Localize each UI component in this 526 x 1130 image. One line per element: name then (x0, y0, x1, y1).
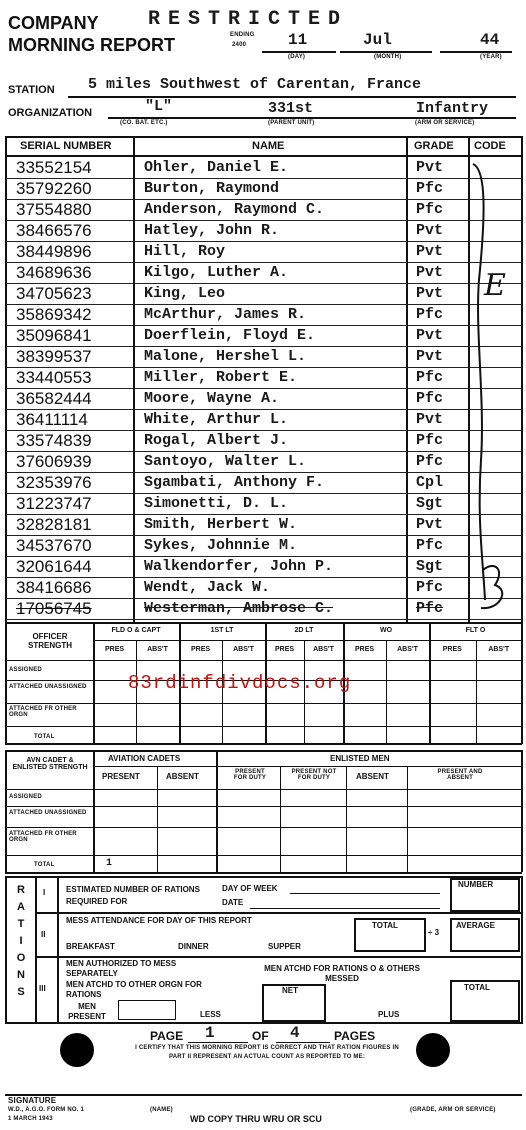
enlisted-men-header: ENLISTED MEN (330, 754, 390, 763)
name-cell: Westerman, Ambrose C. (144, 600, 334, 617)
grade-cell: Pfc (416, 600, 444, 617)
grade-cell: Pvt (416, 264, 444, 281)
table-row (6, 199, 522, 221)
serial-number-cell: 38416686 (16, 578, 92, 597)
officer-row-assigned: ASSIGNED (9, 667, 42, 673)
serial-number-cell: 35792260 (16, 179, 92, 198)
mess-attendance-label: MESS ATTENDANCE FOR DAY OF THIS REPORT (66, 916, 252, 925)
serial-number-cell: 33574839 (16, 431, 92, 450)
enl-col-present-not-for-duty: PRESENT NOT FOR DUTY (291, 769, 337, 781)
grade-cell: Pvt (416, 243, 444, 260)
enlisted-strength-label: AVN CADET & ENLISTED STRENGTH (12, 757, 88, 771)
name-cell: McArthur, James R. (144, 306, 307, 323)
enl-row-attached-unassigned: ATTACHED UNASSIGNED (9, 810, 87, 816)
page-label: PAGE (150, 1029, 184, 1043)
table-row (6, 346, 522, 368)
serial-number-cell: 34537670 (16, 536, 92, 555)
parent-caption: (PARENT UNIT) (268, 120, 315, 126)
officer-sub-header: PRES (354, 646, 375, 653)
ending-label: ENDING (230, 32, 255, 38)
organization-company: "L" (145, 98, 173, 115)
ration-section-3: III (39, 984, 46, 993)
name-cell: Sgambati, Anthony F. (144, 474, 325, 491)
grade-cell: Cpl (416, 474, 444, 491)
serial-number-cell: 34689636 (16, 263, 92, 282)
certification-text: I CERTIFY THAT THIS MORNING REPORT IS CORRECT AND THAT RATION FIGURES IN PART II REPRESENT AN ACTUAL COUNT AS REPORTED TO ME: (135, 1045, 399, 1060)
atchd-for-rations-label: MEN ATCHD FOR RATIONS O & OTHERS MESSED (264, 964, 420, 983)
table-row (6, 598, 522, 620)
authorized-label: MEN AUTHORIZED TO MESS SEPARATELY (66, 959, 177, 978)
organization-parent-unit: 331st (268, 100, 314, 117)
table-row (6, 577, 522, 599)
rations-letter: A (17, 901, 25, 913)
enl-row-assigned: ASSIGNED (9, 794, 42, 800)
officer-group-header: FLT O (465, 627, 486, 634)
name-cell: Kilgo, Luther A. (144, 264, 289, 281)
grade-cell: Pvt (416, 327, 444, 344)
grade-cell: Pvt (416, 516, 444, 533)
rations-letter: T (17, 918, 25, 930)
grade-cell: Pvt (416, 285, 444, 302)
grade-cell: Pfc (416, 180, 444, 197)
grade-cell: Pvt (416, 348, 444, 365)
rations-letter: I (19, 935, 23, 947)
station-value: 5 miles Southwest of Carentan, France (88, 76, 422, 93)
table-row (6, 556, 522, 578)
serial-number-cell: 36582444 (16, 389, 92, 408)
grade-cell: Sgt (416, 558, 444, 575)
report-month: Jul (363, 31, 392, 49)
name-cell: Moore, Wayne A. (144, 390, 280, 407)
serial-number-cell: 37606939 (16, 452, 92, 471)
less-label: LESS (200, 1010, 221, 1019)
aviation-cadets-header: AVIATION CADETS (108, 754, 181, 763)
table-row (6, 304, 522, 326)
name-cell: Walkendorfer, John P. (144, 558, 334, 575)
men-present-label: MEN PRESENT (68, 1002, 106, 1021)
ration-section-2: II (41, 930, 46, 939)
officer-sub-header: ABS'T (233, 646, 254, 653)
enl-col-absent-em: ABSENT (356, 772, 389, 781)
grade-cell: Pvt (416, 411, 444, 428)
table-row (6, 409, 522, 431)
serial-number-cell: 32353976 (16, 473, 92, 492)
serial-number-cell: 34705623 (16, 284, 92, 303)
punch-hole-right (416, 1033, 450, 1067)
form-number: W.D., A.G.O. FORM NO. 1 (8, 1107, 85, 1113)
enl-total-mark: 1 (106, 858, 113, 869)
officer-group-header: WO (379, 627, 393, 634)
officer-sub-header: PRES (274, 646, 295, 653)
serial-number-cell: 35869342 (16, 305, 92, 324)
officer-group-header: 1ST LT (210, 627, 234, 634)
plus-label: PLUS (378, 1010, 400, 1019)
company-caption: (CO. BAT. ETC.) (120, 120, 168, 126)
number-label: NUMBER (458, 880, 494, 889)
enl-row-attached-other: ATTACHED FR OTHER ORGN (9, 831, 77, 843)
dinner-label: DINNER (178, 942, 209, 951)
table-row (6, 220, 522, 242)
pages-label: PAGES (334, 1029, 376, 1043)
serial-number-cell: 35096841 (16, 326, 92, 345)
col-grade: GRADE (414, 140, 454, 152)
officer-group-header: FLD O & CAPT (111, 627, 161, 634)
average-label: AVERAGE (456, 921, 495, 930)
form-date: 1 MARCH 1943 (8, 1116, 53, 1122)
organization-arm: Infantry (416, 100, 489, 117)
of-label: OF (252, 1029, 269, 1043)
enl-row-total: TOTAL (34, 862, 55, 868)
breakfast-label: BREAKFAST (66, 942, 115, 951)
officer-sub-header: PRES (190, 646, 211, 653)
month-caption: (MONTH) (374, 54, 402, 60)
grade-caption: (GRADE, ARM OR SERVICE) (410, 1107, 496, 1113)
men-present-box[interactable] (118, 1000, 176, 1020)
estimated-rations-label: ESTIMATED NUMBER OF RATIONS REQUIRED FOR (66, 885, 200, 906)
name-caption: (NAME) (150, 1107, 173, 1113)
name-cell: Wendt, Jack W. (144, 579, 271, 596)
grade-cell: Pvt (416, 222, 444, 239)
grade-cell: Pfc (416, 537, 444, 554)
code-mark: E (484, 268, 506, 303)
name-cell: Hill, Roy (144, 243, 226, 260)
report-year: 44 (480, 31, 500, 49)
table-row (6, 430, 522, 452)
serial-number-cell: 31223747 (16, 494, 92, 513)
enl-col-present: PRESENT (102, 772, 140, 781)
officer-sub-header: PRES (442, 646, 462, 653)
table-row (6, 325, 522, 347)
officer-sub-header: ABS'T (397, 646, 418, 653)
officer-strength-label: OFFICER STRENGTH (28, 632, 72, 650)
name-cell: Doerflein, Floyd E. (144, 327, 316, 344)
rations-side-label (14, 882, 28, 1001)
year-caption: (YEAR) (480, 54, 502, 60)
station-label: STATION (8, 84, 55, 96)
serial-number-cell: 36411114 (16, 410, 88, 429)
table-row (6, 241, 522, 263)
name-cell: Miller, Robert E. (144, 369, 298, 386)
serial-number-cell: 37554880 (16, 200, 92, 219)
officer-sub-header: ABS'T (488, 646, 510, 653)
name-cell: Ohler, Daniel E. (144, 159, 289, 176)
grade-cell: Pfc (416, 453, 444, 470)
name-cell: Sykes, Johnnie M. (144, 537, 298, 554)
name-cell: Santoyo, Walter L. (144, 453, 307, 470)
serial-number-cell: 17056745 (16, 599, 92, 618)
ending-time: 2400 (232, 42, 247, 48)
col-serial-number: SERIAL NUMBER (20, 140, 112, 152)
atchd-other-label: MEN ATCHD TO OTHER ORGN FOR RATIONS (66, 980, 202, 999)
grade-cell: Sgt (416, 495, 444, 512)
watermark-text: 83rdinfdivdocs.org (128, 672, 352, 694)
enl-col-absent: ABSENT (166, 772, 199, 781)
officer-sub-header: ABS'T (147, 646, 168, 653)
name-cell: King, Leo (144, 285, 226, 302)
organization-label: ORGANIZATION (8, 107, 93, 119)
punch-hole-left (60, 1033, 94, 1067)
grade-cell: Pfc (416, 306, 444, 323)
table-row (6, 367, 522, 389)
code-bracket-mark (465, 160, 523, 620)
name-cell: Anderson, Raymond C. (144, 201, 325, 218)
enl-col-present-for-duty: PRESENT FOR DUTY (233, 769, 267, 781)
classification-stamp: RESTRICTED (148, 8, 349, 31)
officer-row-attached-unassigned: ATTACHED UNASSIGNED (9, 684, 87, 690)
officer-sub-header: PRES (104, 646, 125, 653)
net-label: NET (282, 986, 298, 995)
name-cell: White, Arthur L. (144, 411, 289, 428)
col-code: CODE (474, 140, 506, 152)
pages-total: 4 (290, 1024, 300, 1042)
arm-caption: (ARM OR SERVICE) (415, 120, 475, 126)
table-row (6, 283, 522, 305)
name-cell: Rogal, Albert J. (144, 432, 289, 449)
serial-number-cell: 33552154 (16, 158, 92, 177)
table-row (6, 493, 522, 515)
date-label: DATE (222, 898, 244, 907)
total-label: TOTAL (372, 921, 398, 930)
report-day: 11 (288, 31, 308, 49)
table-row (6, 262, 522, 284)
grade-cell: Pfc (416, 201, 444, 218)
enl-col-present-and-absent: PRESENT AND ABSENT (437, 769, 483, 781)
serial-number-cell: 38449896 (16, 242, 92, 261)
officer-sub-header: ABS'T (313, 646, 334, 653)
report-title-line2: MORNING REPORT (8, 35, 176, 55)
grade-cell: Pfc (416, 390, 444, 407)
supper-label: SUPPER (268, 942, 301, 951)
table-row (6, 388, 522, 410)
grade-cell: Pfc (416, 369, 444, 386)
rations-letter: O (16, 952, 26, 964)
rations-letter: R (17, 884, 25, 896)
divide-by-three: ÷ 3 (428, 928, 440, 937)
serial-number-cell: 38466576 (16, 221, 92, 240)
table-row (6, 178, 522, 200)
officer-row-total: TOTAL (34, 734, 55, 740)
grade-cell: Pvt (416, 159, 444, 176)
serial-number-cell: 38399537 (16, 347, 92, 366)
officer-group-header: 2D LT (294, 627, 314, 634)
officer-row-attached-other: ATTACHED FR OTHER ORGN (9, 706, 77, 718)
day-of-week-label: DAY OF WEEK (222, 884, 278, 893)
table-row (6, 451, 522, 473)
name-cell: Simonetti, D. L. (144, 495, 289, 512)
name-cell: Smith, Herbert W. (144, 516, 298, 533)
total2-label: TOTAL (464, 983, 490, 992)
page-number: 1 (205, 1024, 215, 1042)
name-cell: Hatley, John R. (144, 222, 280, 239)
report-title-line1: COMPANY (8, 13, 99, 33)
rations-letter: S (17, 986, 25, 998)
ration-section-1: I (43, 888, 46, 897)
serial-number-cell: 32828181 (16, 515, 92, 534)
table-row (6, 472, 522, 494)
col-name: NAME (252, 140, 285, 152)
day-caption: (DAY) (288, 54, 306, 60)
serial-number-cell: 33440553 (16, 368, 92, 387)
table-row (6, 157, 522, 179)
wd-copy-label: WD COPY THRU WRU OR SCU (190, 1114, 322, 1124)
grade-cell: Pfc (416, 579, 444, 596)
grade-cell: Pfc (416, 432, 444, 449)
serial-number-cell: 32061644 (16, 557, 92, 576)
rations-letter: N (17, 969, 25, 981)
name-cell: Malone, Hershel L. (144, 348, 307, 365)
table-row (6, 535, 522, 557)
signature-label: SIGNATURE (8, 1096, 57, 1105)
name-cell: Burton, Raymond (144, 180, 280, 197)
table-row (6, 514, 522, 536)
